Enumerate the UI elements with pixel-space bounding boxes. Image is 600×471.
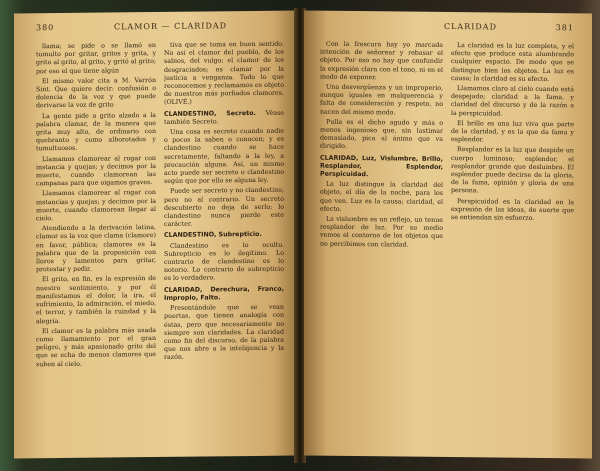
- left-page-column-2: [164, 41, 284, 442]
- entry-term: CLARIDAD, Derechura, Franco, Impropio, Falto.: [164, 285, 284, 302]
- entry-term: CLANDESTINO, Subrepticio.: [164, 231, 262, 240]
- left-running-head: CLAMOR — CLARIDAD: [114, 21, 228, 32]
- right-page: [304, 10, 592, 458]
- body-paragraph: El mismo valor cita a M. Varrón Sint. Que quiere decir: confusión o dolencia de la voz y que puede derivarse la voz de grito: [36, 76, 156, 110]
- left-page-number: 380: [36, 23, 55, 33]
- body-paragraph: Una cosa es secreto cuando nadie o pocos la saben o conocen; y es clandestino cuando se hace secretamente, faltando a la ley, a precaución alguna. Así, un mismo acto puede ser secreto o clandestino según que por ello se alguna ley.: [164, 127, 284, 186]
- body-paragraph: La claridad es la luz completa, y el efecto que produce esta alumbrando cualquier espacio. De modo que se distingue bien los objetos. La luz es causa; la claridad es su efecto.: [451, 42, 574, 83]
- body-paragraph: Presentándole que se vean puertas, que tienen analogía con éstas, pero que necesariamente no siempre son claridades. La claridad como fin del discurso, de la palabra que nos abre a la inteligencia y la razón.: [164, 303, 284, 362]
- entry-term: CLANDESTINO, Secreto.: [164, 109, 256, 118]
- body-paragraph: tiva que se toma en buen sentido. No así el clamor del pueblo, de los sabios, del vulgo; el clamor de los desgraciados; es clamar por la justicia a venganza. Todo lo que reconocemos y reclamamos es objeto de nuestros más porfiados clamores. (OLIVÉ.): [164, 40, 284, 107]
- right-page-column-1: [320, 41, 443, 442]
- left-page-header: [14, 21, 296, 38]
- right-page-column-2: [451, 42, 574, 443]
- body-paragraph: Llamamos claro al cielo cuando está despejado; claridad a la fama, y claridad del discurso y de la razón a la perspicuidad.: [451, 85, 574, 118]
- body-paragraph: Atendiendo a la derivación latina, clamor es la voz que clama (clamore) en favor, pública; clamores es la palabra que de la proposición con lloros y lamentos para gritar, protestar y pedir.: [36, 224, 156, 274]
- body-paragraph: La luz distingue la claridad del objeto, el día de la noche, para los que ven. Luz es la causa; claridad, el efecto.: [320, 180, 443, 213]
- body-paragraph: La vislumbre es un reflejo, un tenue resplandor de luz. Por su medio vemos el contorno de los objetos que no percibimos con claridad.: [320, 215, 443, 249]
- body-paragraph: Perspicuidad es la claridad en la expresión de las ideas, de suerte que se entiendan sin esfuerzo.: [451, 197, 574, 222]
- body-paragraph: Llamamos clamorear al rogar con instancias y quejas; y decimos por la muerte, cuando clamorean llegar al cielo.: [36, 189, 156, 223]
- body-paragraph: El grito, en fin, es la expresión de nuestro sentimiento, y por él manifestamos el dolor, la ira, el sufrimiento, la admiración, el miedo, el terror, y también la ruindad y la alegría.: [36, 275, 156, 325]
- body-paragraph: Llamamos clamorear al rogar con instancia y quejas; y decimos por la muerte, cuando clamorean las campanas para que oigamos graves.: [36, 154, 156, 188]
- left-page-column-1: [36, 42, 156, 443]
- body-paragraph: El clamor es la palabra más usada como llamamiento por el gran peligro, y más apasionado grito del que se echa de menos clamores que suben al cielo.: [36, 326, 156, 368]
- body-paragraph: llama; se pide o se llamó en tumulto por gritar, gritos y grita, y grito al grito, al grito, y gritó al grito; por eso el que tiene algún: [36, 41, 156, 75]
- body-paragraph: Una desvergüenza y un improperio, aunque iguales en malquerencia y falta de consideración y respeto, no nacen del mismo modo.: [320, 83, 443, 117]
- right-running-head: CLARIDAD: [444, 21, 497, 32]
- right-page-header: [304, 20, 592, 37]
- dictionary-entry-heading: [320, 154, 443, 180]
- dictionary-entry-heading: [164, 109, 284, 127]
- body-paragraph: El brillo es una luz viva que parte de la claridad, y es la que da fama y esplendor.: [451, 119, 574, 144]
- body-paragraph: Puede ser secreto y no clandestino, pero no al contrario. Un secreto descubierto no deja de serlo; lo clandestino nunca pierde este carácter.: [164, 187, 284, 229]
- body-paragraph: Clandestino es lo oculto. Subrepticio es lo ilegítimo. Lo contrario de clandestino es lo notorio. Lo contrario de subrepticio es lo verdadero.: [164, 241, 284, 283]
- entry-cross-reference: Véase también Secreto.: [164, 109, 284, 126]
- body-paragraph: Resplandor es la luz que despide un cuerpo luminoso; esplendor, el resplandor grande que deslumbra. El esplendor puede decirse de la gloria, de la fama, opinión y gloria de una persona.: [451, 146, 574, 195]
- body-paragraph: La gente pide a grito alzado a la palabra clamar, de la manera que grita muy alto, de ordinario con quebranto y como alborotados y tumultuosos.: [36, 111, 156, 153]
- right-page-number: 381: [555, 23, 574, 33]
- dictionary-entry-heading: [164, 231, 284, 240]
- body-paragraph: Pulla es el dicho agudo y más o menos ingenioso que, sin lastimar demasiado, pica al ánimo que va dirigido.: [320, 118, 443, 151]
- body-paragraph: Con la frescura hay yo marcada intención de señorear y rebasar el objeto. Por eso no hay que confundir la expresión clara con el tono, ni en el modo de exponer.: [320, 40, 443, 82]
- entry-term: CLARIDAD, Luz, Vislumbre, Brillo, Resplandor, Esplendor, Perspicuidad.: [320, 154, 443, 179]
- dictionary-entry-heading: [164, 285, 284, 303]
- left-page: [14, 11, 296, 459]
